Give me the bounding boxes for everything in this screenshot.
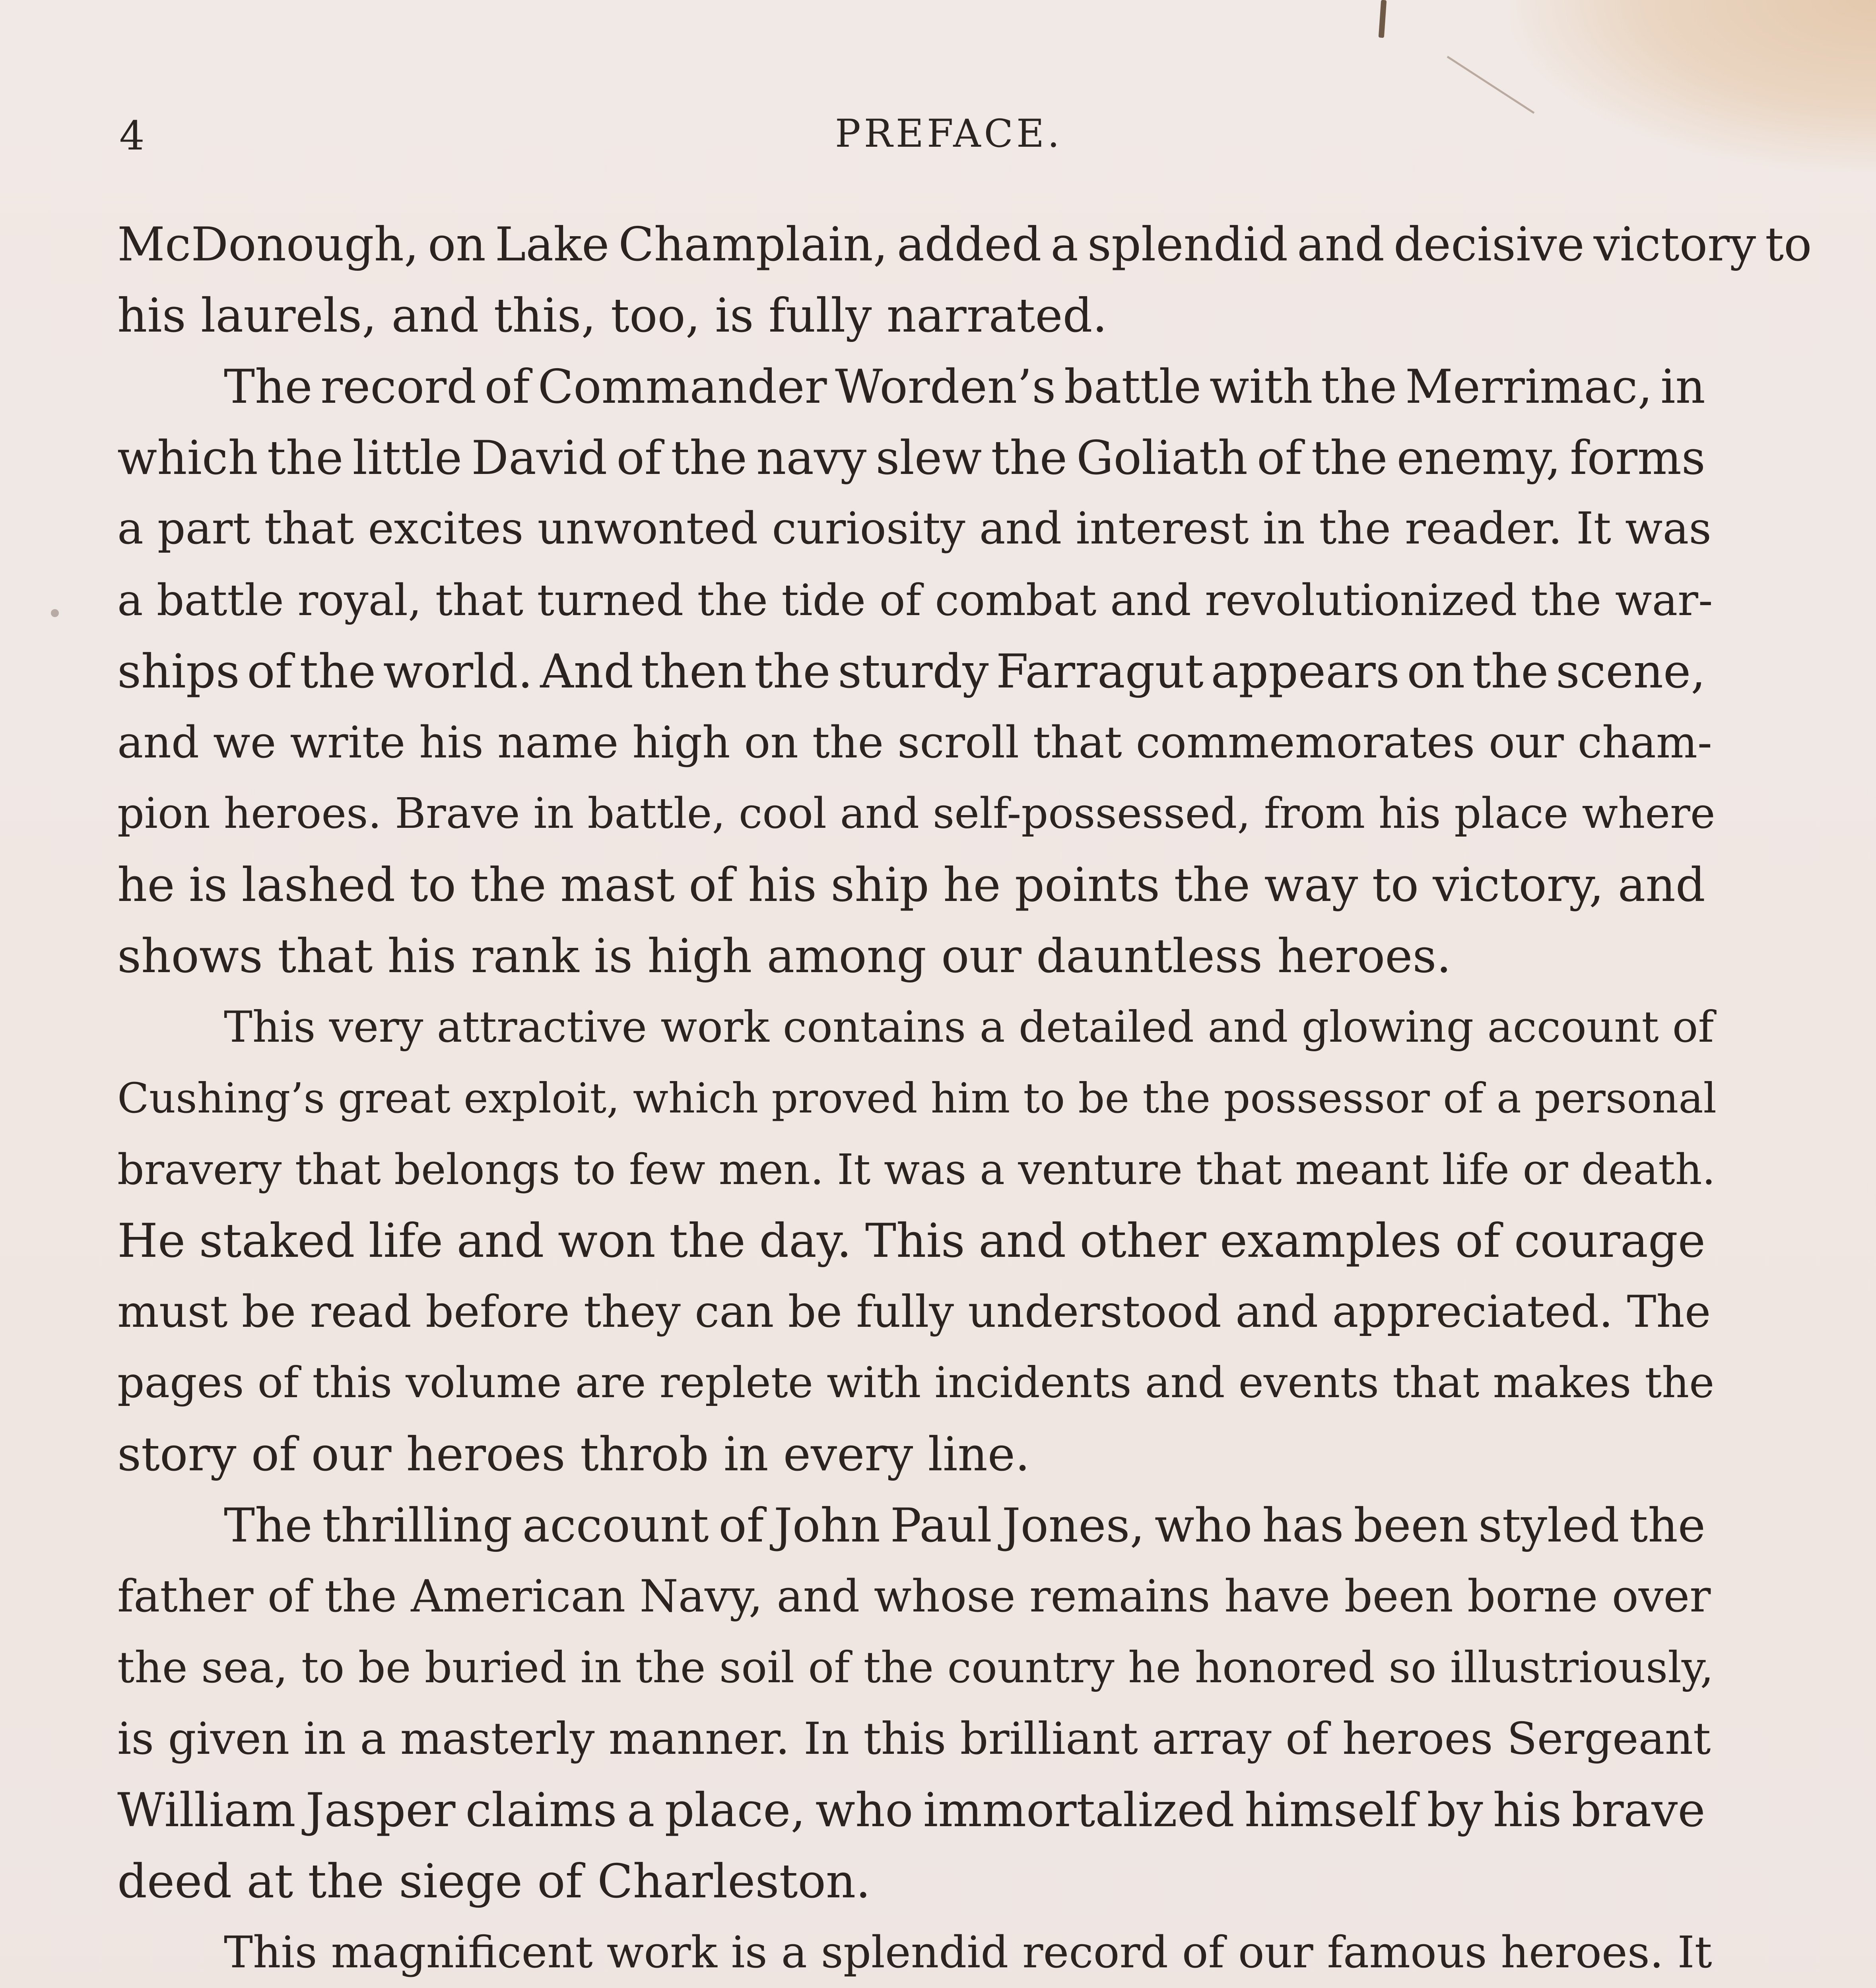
ink-speck [51,609,59,617]
text-line: McDonough, on Lake Champlain, added a splendid and decisive victory to [117,217,1812,272]
text-line: William Jasper claims a place, who immortalized himself by his brave [117,1783,1705,1837]
text-line: pages of this volume are replete with incidents and events that makes the [117,1358,1715,1408]
text-line: shows that his rank is high among our dauntless heroes. [117,929,1451,983]
text-line: He staked life and won the day. This and other examples of courage [117,1213,1705,1268]
paragraph [117,1490,1812,1917]
tear-mark [1379,0,1387,38]
text-line: a part that excites unwonted curiosity and interest in the reader. It was [117,503,1712,554]
text-line: his laurels, and this, too, is fully narrated. [117,288,1107,343]
text-line: This magnificent work is a splendid record of our famous heroes. It [224,1927,1712,1978]
text-line: The record of Commander Worden’s battle with the Merrimac, in [224,359,1705,414]
text-line: must be read before they can be fully understood and appreciated. The [117,1286,1711,1338]
text-line: The thrilling account of John Paul Jones, who has been styled the [224,1498,1706,1553]
text-line: Cushing’s great exploit, which proved him to be the possessor of a personal [117,1074,1717,1122]
preface-text [117,209,1812,1988]
paragraph [117,1917,1812,1988]
text-line: and we write his name high on the scroll that commemorates our cham- [117,717,1712,768]
text-line: father of the American Navy, and whose remains have been borne over [117,1571,1711,1622]
text-line: a battle royal, that turned the tide of combat and revolutionized the war- [117,575,1713,625]
text-line: deed at the siege of Charleston. [117,1854,871,1908]
paragraph [117,351,1812,992]
running-head: PREFACE. [835,111,1063,156]
text-line: the sea, to be buried in the soil of the country he honored so illustriously, [117,1643,1714,1693]
text-line: which the little David of the navy slew the Goliath of the enemy, forms [117,431,1705,485]
text-line: is given in a masterly manner. In this brilliant array of heroes Sergeant [117,1713,1711,1765]
page-number: 4 [119,113,145,159]
paragraph [117,992,1812,1490]
text-line: This very attractive work contains a detailed and glowing account of [224,1002,1714,1052]
paragraph [117,209,1812,351]
text-line: bravery that belongs to few men. It was a venture that meant life or death. [117,1145,1716,1194]
text-line: pion heroes. Brave in battle, cool and self-possessed, from his place where [117,789,1715,838]
text-line: he is lashed to the mast of his ship he points the way to victory, and [117,858,1705,912]
worn-corner [1510,0,1876,171]
text-line: ships of the world. And then the sturdy Farragut appears on the scene, [117,644,1706,699]
text-line: story of our heroes throb in every line. [117,1427,1030,1481]
